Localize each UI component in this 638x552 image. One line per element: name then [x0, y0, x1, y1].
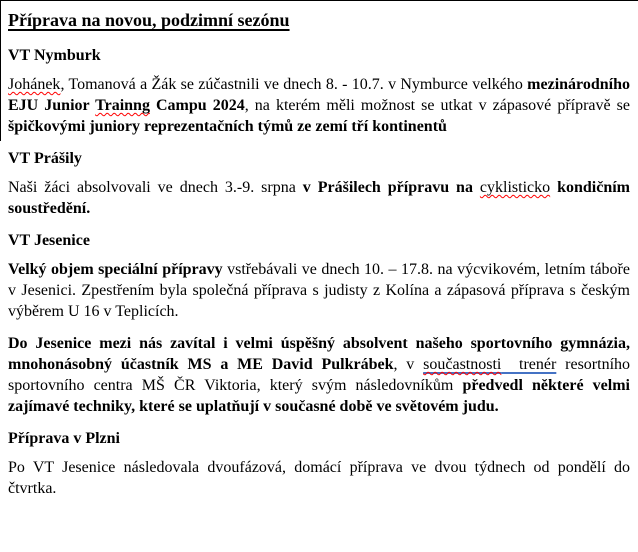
heading-vt-prasily: VT Prášily — [8, 150, 82, 167]
text-run: resortního sportovního centra MŠ ČR Viktoria, který svým následovníkům — [8, 356, 631, 394]
heading-priprava-v-plzni: Příprava v Plzni — [8, 430, 120, 447]
text-run: Velký objem speciální přípravy — [8, 261, 223, 278]
text-run: kondičním soustředění. — [8, 179, 631, 217]
text-run: mezinárodního EJU Junior — [8, 76, 630, 114]
grammar-flagged-phrase[interactable] — [423, 356, 556, 373]
section-priprava-v-plzni — [8, 428, 630, 499]
paragraph-prasily — [8, 177, 630, 219]
paragraph-nymburk — [8, 74, 630, 137]
section-vt-jesenice — [8, 230, 630, 417]
document-title: Příprava na novou, podzimní sezónu — [8, 10, 290, 30]
paragraph-plzen — [8, 457, 630, 499]
text-run: v Prášilech přípravu na — [302, 179, 480, 196]
paragraph-jesenice-1 — [8, 259, 630, 322]
text-run: Do Jesenice mezi nás zavítal i velmi úspěšný absolvent našeho sportovního gymnázia, mnohonásobný účastník MS a ME David Pulkrábek — [8, 335, 630, 373]
text-run: , na kterém měli možnost se utkat v zápasové přípravě se — [244, 97, 631, 114]
misspelled-word[interactable]: součastnosti — [423, 356, 502, 373]
heading-vt-nymburk: VT Nymburk — [8, 47, 101, 64]
misspelled-word[interactable]: cyklisticko — [479, 179, 551, 196]
paragraph-jesenice-2 — [8, 333, 630, 417]
text-run: Po VT Jesenice následovala dvoufázová, domácí příprava ve dvou týdnech od pondělí do čtvrtka. — [8, 459, 630, 497]
text-run: , Tomanová a Žák se zúčastnili ve dnech 8. - 10.7. v Nymburce velkého — [60, 76, 528, 93]
text-run: Campu 2024 — [149, 97, 245, 114]
section-vt-nymburk — [8, 45, 630, 137]
text-run: , v — [393, 356, 424, 373]
text-run: trenér — [501, 356, 557, 373]
section-vt-prasily — [8, 148, 630, 219]
text-run: vstřebávali ve dnech 10. – 17.8. na výcvikovém, letním táboře v Jesenici. Zpestřením byla společná příprava s judisty z Kolína a zápasová příprava s českým výběrem U 16 v Teplicích. — [8, 261, 630, 320]
text-run: Naši žáci absolvovali ve dnech 3.-9. srpna — [8, 179, 303, 196]
page-edge-left — [0, 0, 1, 141]
page-edge-top — [0, 0, 638, 1]
text-run: špičkovými juniory reprezentačních týmů ze zemí tří kontinentů — [8, 118, 447, 135]
misspelled-word[interactable]: Johánek — [8, 76, 61, 93]
text-run: předvedl některé velmi zajímavé techniky, které se uplatňují v současné době ve světovém judu. — [8, 377, 630, 415]
heading-vt-jesenice: VT Jesenice — [8, 232, 90, 249]
misspelled-word[interactable]: Trainng — [95, 97, 150, 114]
